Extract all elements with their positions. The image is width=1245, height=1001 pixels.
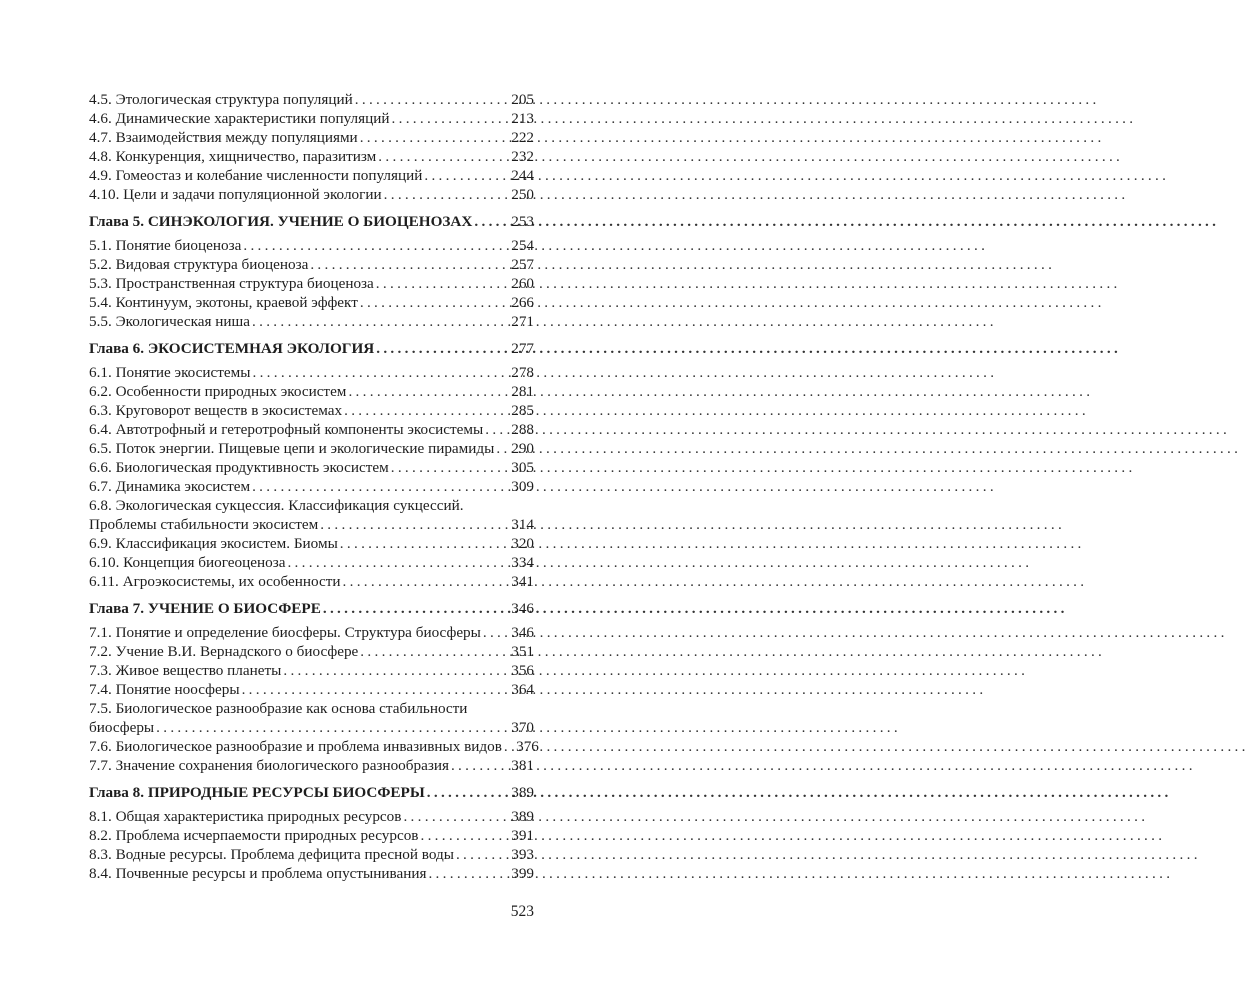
entry-title: 4.9. Гомеостаз и колебание численности популяций xyxy=(89,167,423,184)
dot-leader xyxy=(320,515,505,534)
entry-page: 346 xyxy=(511,600,534,617)
dot-leader xyxy=(360,642,505,661)
entry-title: 6.6. Биологическая продуктивность экосистем xyxy=(89,459,389,476)
entry-page: 260 xyxy=(511,275,534,292)
dot-leader xyxy=(496,439,505,458)
toc-entry xyxy=(89,623,534,642)
toc-entry xyxy=(89,553,534,572)
dot-leader xyxy=(474,212,505,231)
toc-entry xyxy=(89,572,534,591)
dot-leader xyxy=(283,661,505,680)
dot-leader xyxy=(323,599,505,618)
dot-leader xyxy=(456,845,505,864)
toc-entry xyxy=(89,147,534,166)
dot-leader xyxy=(360,128,505,147)
entry-title: Глава 5. СИНЭКОЛОГИЯ. УЧЕНИЕ О БИОЦЕНОЗАХ xyxy=(89,213,473,230)
entry-page: 257 xyxy=(511,256,534,273)
dot-leader xyxy=(403,807,505,826)
dot-leader xyxy=(252,363,505,382)
toc-entry xyxy=(89,312,534,331)
dot-leader xyxy=(485,420,505,439)
dot-leader xyxy=(252,477,505,496)
entry-page: 381 xyxy=(511,757,534,774)
table-of-contents xyxy=(89,90,539,883)
entry-page: 399 xyxy=(511,865,534,882)
dot-leader xyxy=(287,553,505,572)
entry-title: 8.3. Водные ресурсы. Проблема дефицита пресной воды xyxy=(89,846,454,863)
dot-leader xyxy=(310,255,505,274)
entry-title: 5.5. Экологическая ниша xyxy=(89,313,250,330)
chapter-heading xyxy=(89,212,534,231)
entry-title: 8.4. Почвенные ресурсы и проблема опустынивания xyxy=(89,865,427,882)
toc-entry xyxy=(89,845,534,864)
entry-page: 334 xyxy=(511,554,534,571)
entry-title: 7.5. Биологическое разнообразие как основа стабильности xyxy=(89,700,468,717)
chapter-heading xyxy=(89,599,534,618)
toc-entry xyxy=(89,293,534,312)
entry-page: 305 xyxy=(511,459,534,476)
dot-leader xyxy=(504,737,510,756)
entry-title: 7.1. Понятие и определение биосферы. Структура биосферы xyxy=(89,624,481,641)
entry-title: 5.2. Видовая структура биоценоза xyxy=(89,256,309,273)
toc-entry xyxy=(89,363,534,382)
entry-title: биосферы xyxy=(89,719,155,736)
entry-page: 266 xyxy=(511,294,534,311)
entry-title: Глава 6. ЭКОСИСТЕМНАЯ ЭКОЛОГИЯ xyxy=(89,340,375,357)
entry-page: 254 xyxy=(511,237,534,254)
toc-entry xyxy=(89,166,534,185)
entry-page: 253 xyxy=(511,213,534,230)
entry-title: 6.11. Агроэкосистемы, их особенности xyxy=(89,573,341,590)
toc-entry xyxy=(89,680,534,699)
toc-entry-line xyxy=(89,496,534,515)
toc-entry xyxy=(89,128,534,147)
dot-leader xyxy=(420,826,505,845)
entry-page: 364 xyxy=(511,681,534,698)
dot-leader xyxy=(424,166,505,185)
entry-title: 8.1. Общая характеристика природных ресурсов xyxy=(89,808,402,825)
dot-leader xyxy=(376,339,505,358)
entry-title: 6.1. Понятие экосистемы xyxy=(89,364,251,381)
entry-title: 8.2. Проблема исчерпаемости природных ресурсов xyxy=(89,827,419,844)
toc-entry xyxy=(89,109,534,128)
entry-page: 389 xyxy=(511,784,534,801)
dot-leader xyxy=(340,534,505,553)
entry-title: 7.7. Значение сохранения биологического разнообразия xyxy=(89,757,449,774)
toc-entry xyxy=(89,661,534,680)
toc-entry xyxy=(89,185,534,204)
entry-title: 6.2. Особенности природных экосистем xyxy=(89,383,347,400)
entry-title: 5.3. Пространственная структура биоценоза xyxy=(89,275,374,292)
page-number: 523 xyxy=(510,903,534,920)
dot-leader xyxy=(378,147,505,166)
entry-page: 250 xyxy=(511,186,534,203)
entry-page: 341 xyxy=(511,573,534,590)
entry-page: 288 xyxy=(511,421,534,438)
entry-page: 281 xyxy=(511,383,534,400)
toc-entry xyxy=(89,807,534,826)
toc-entry-line xyxy=(89,718,534,737)
entry-title: 7.2. Учение В.И. Вернадского о биосфере xyxy=(89,643,359,660)
entry-title: 6.9. Классификация экосистем. Биомы xyxy=(89,535,338,552)
entry-title: 5.1. Понятие биоценоза xyxy=(89,237,242,254)
toc-entry xyxy=(89,826,534,845)
entry-title: 4.5. Этологическая структура популяций xyxy=(89,91,353,108)
chapter-heading xyxy=(89,339,534,358)
entry-title: 7.6. Биологическое разнообразие и проблема инвазивных видов xyxy=(89,738,502,755)
entry-title: 4.8. Конкуренция, хищничество, паразитизм xyxy=(89,148,377,165)
entry-page: 277 xyxy=(511,340,534,357)
entry-title: 6.7. Динамика экосистем xyxy=(89,478,251,495)
entry-page: 346 xyxy=(511,624,534,641)
entry-page: 309 xyxy=(511,478,534,495)
dot-leader xyxy=(156,718,505,737)
entry-title: 6.10. Концепция биогеоценоза xyxy=(89,554,286,571)
toc-entry-line xyxy=(89,515,534,534)
entry-page: 356 xyxy=(511,662,534,679)
dot-leader xyxy=(344,401,505,420)
entry-page: 244 xyxy=(511,167,534,184)
entry-page: 370 xyxy=(511,719,534,736)
dot-leader xyxy=(376,274,505,293)
entry-title: Глава 7. УЧЕНИЕ О БИОСФЕРЕ xyxy=(89,600,321,617)
dot-leader xyxy=(343,572,506,591)
toc-entry xyxy=(89,401,534,420)
dot-leader xyxy=(242,680,505,699)
dot-leader xyxy=(384,185,505,204)
entry-title: Проблемы стабильности экосистем xyxy=(89,516,319,533)
toc-entry xyxy=(89,382,534,401)
toc-entry xyxy=(89,236,534,255)
entry-title: 4.7. Взаимодействия между популяциями xyxy=(89,129,358,146)
dot-leader xyxy=(451,756,505,775)
dot-leader xyxy=(348,382,505,401)
entry-title: 5.4. Континуум, экотоны, краевой эффект xyxy=(89,294,358,311)
entry-page: 232 xyxy=(511,148,534,165)
toc-entry xyxy=(89,420,534,439)
toc-entry xyxy=(89,737,539,756)
dot-leader xyxy=(391,458,505,477)
dot-leader xyxy=(427,783,505,802)
entry-page: 391 xyxy=(511,827,534,844)
dot-leader xyxy=(252,312,505,331)
entry-title: 7.4. Понятие ноосферы xyxy=(89,681,240,698)
toc-entry-line xyxy=(89,699,534,718)
toc-entry xyxy=(89,255,534,274)
entry-page: 278 xyxy=(511,364,534,381)
entry-page: 222 xyxy=(511,129,534,146)
dot-leader xyxy=(483,623,505,642)
toc-entry xyxy=(89,496,534,534)
entry-page: 393 xyxy=(511,846,534,863)
toc-entry xyxy=(89,439,534,458)
toc-entry xyxy=(89,699,534,737)
chapter-heading xyxy=(89,783,534,802)
entry-page: 290 xyxy=(511,440,534,457)
dot-leader xyxy=(392,109,506,128)
entry-title: 6.5. Поток энергии. Пищевые цепи и экологические пирамиды xyxy=(89,440,495,457)
toc-entry xyxy=(89,274,534,293)
entry-page: 205 xyxy=(511,91,534,108)
dot-leader xyxy=(355,90,505,109)
entry-page: 271 xyxy=(511,313,534,330)
entry-title: 6.3. Круговорот веществ в экосистемах xyxy=(89,402,343,419)
entry-title: 7.3. Живое вещество планеты xyxy=(89,662,282,679)
entry-page: 351 xyxy=(511,643,534,660)
toc-entry xyxy=(89,458,534,477)
entry-title: 6.8. Экологическая сукцессия. Классификация сукцессий. xyxy=(89,497,464,514)
entry-page: 389 xyxy=(511,808,534,825)
entry-title: 4.10. Цели и задачи популяционной экологии xyxy=(89,186,382,203)
dot-leader xyxy=(428,864,505,883)
dot-leader xyxy=(243,236,505,255)
entry-title: 6.4. Автотрофный и гетеротрофный компоненты экосистемы xyxy=(89,421,484,438)
dot-leader xyxy=(360,293,505,312)
entry-page: 314 xyxy=(511,516,534,533)
entry-title: Глава 8. ПРИРОДНЫЕ РЕСУРСЫ БИОСФЕРЫ xyxy=(89,784,425,801)
toc-entry xyxy=(89,642,534,661)
entry-page: 376 xyxy=(516,738,539,755)
toc-entry xyxy=(89,477,534,496)
entry-title: 4.6. Динамические характеристики популяций xyxy=(89,110,390,127)
toc-entry xyxy=(89,756,534,775)
entry-page: 213 xyxy=(511,110,534,127)
toc-entry xyxy=(89,864,534,883)
toc-entry xyxy=(89,90,534,109)
toc-entry xyxy=(89,534,534,553)
entry-page: 320 xyxy=(511,535,534,552)
entry-page: 285 xyxy=(511,402,534,419)
